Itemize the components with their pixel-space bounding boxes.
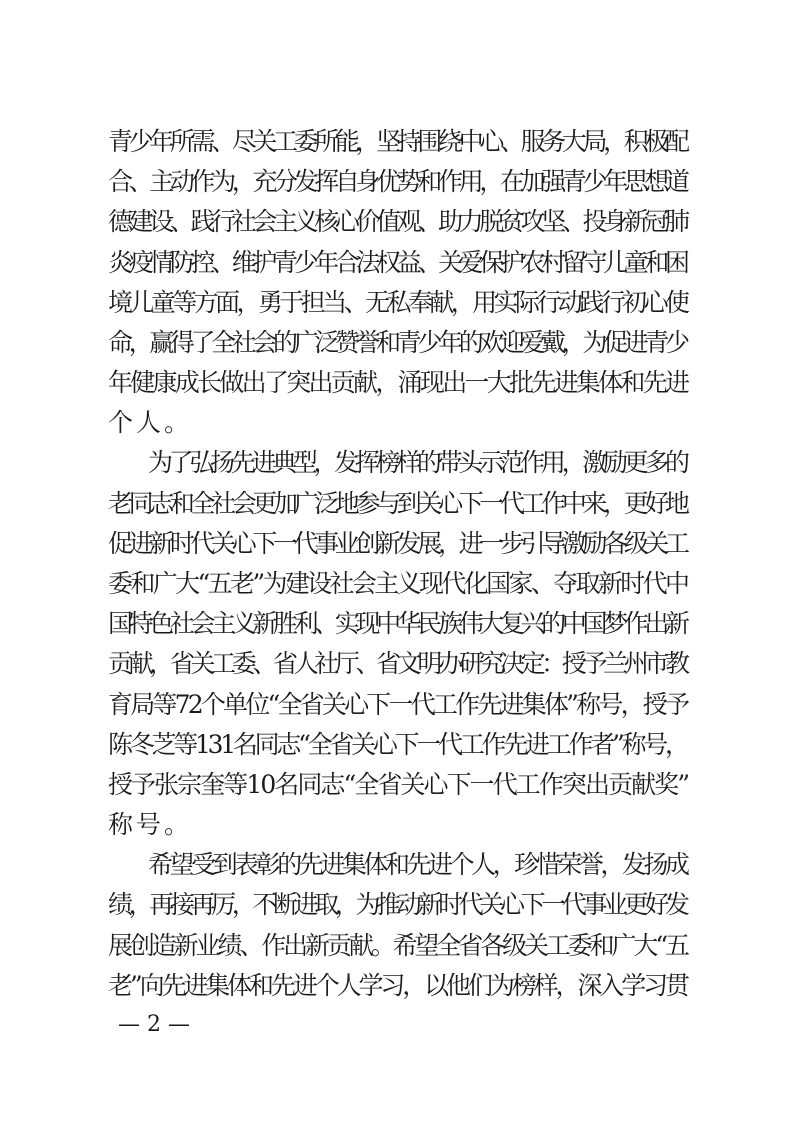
text-line-content: 委和广大“五老”为建设社会主义现代化国家、夺取新时代中 xyxy=(108,569,688,598)
text-line-content: 合、主动作为，充分发挥自身优势和作用，在加强青少年思想道 xyxy=(108,167,686,197)
text-line-content: 青少年所需、尽关工委所能，坚持围绕中心、服务大局，积极配 xyxy=(108,127,686,156)
text-line xyxy=(0,966,800,1014)
text-line-content: 称号。 xyxy=(108,810,193,840)
text-line-content: 陈冬芝等131名同志“全省关心下一代工作先进工作者”称号， xyxy=(108,729,687,759)
page-number: — 2 — xyxy=(118,1012,190,1037)
text-line-content: 炎疫情防控、维护青少年合法权益、关爱保护农村留守儿童和困 xyxy=(108,247,686,277)
text-line-content: 年健康成长做出了突出贡献，涌现出一大批先进集体和先进 xyxy=(108,368,688,398)
text-line-content: 境儿童等方面，勇于担当、无私奉献，用实际行动践行初心使 xyxy=(108,287,687,317)
text-line-content: 为了弘扬先进典型，发挥榜样的带头示范作用，激励更多的 xyxy=(148,448,686,478)
text-line-content: 老同志和全社会更加广泛地参与到关心下一代工作中来，更好地 xyxy=(108,488,686,518)
text-line-content: 命，赢得了全社会的广泛赞誉和青少年的欢迎爱戴，为促进青少 xyxy=(108,327,686,357)
text-line-content: 授予张宗奎等10名同志“全省关心下一代工作突出贡献奖” xyxy=(108,769,689,799)
text-line-content: 德建设、践行社会主义核心价值观、助力脱贫攻坚、投身新冠肺 xyxy=(108,207,686,237)
text-line-content: 展创造新业绩、作出新贡献。希望全省各级关工委和广大“五 xyxy=(108,930,687,960)
text-line-content: 促进新时代关心下一代事业创新发展，进一步引导激励各级关工 xyxy=(108,528,686,558)
text-line-content: 老”向先进集体和先进个人学习，以他们为榜样，深入学习贯 xyxy=(108,970,687,1000)
text-line-content: 育局等72个单位“全省关心下一代工作先进集体”称号，授予 xyxy=(108,689,688,719)
text-line-content: 绩，再接再厉，不断进取，为推动新时代关心下一代事业更好发 xyxy=(108,890,686,920)
text-line-content: 希望受到表彰的先进集体和先进个人，珍惜荣誉，发扬成 xyxy=(148,850,687,880)
text-line-content: 国特色社会主义新胜利、实现中华民族伟大复兴的中国梦作出新 xyxy=(108,609,686,639)
text-line-content: 贡献，省关工委、省人社厅、省文明办研究决定：授予兰州市教 xyxy=(108,649,686,679)
text-line-content: 个人。 xyxy=(108,408,193,438)
